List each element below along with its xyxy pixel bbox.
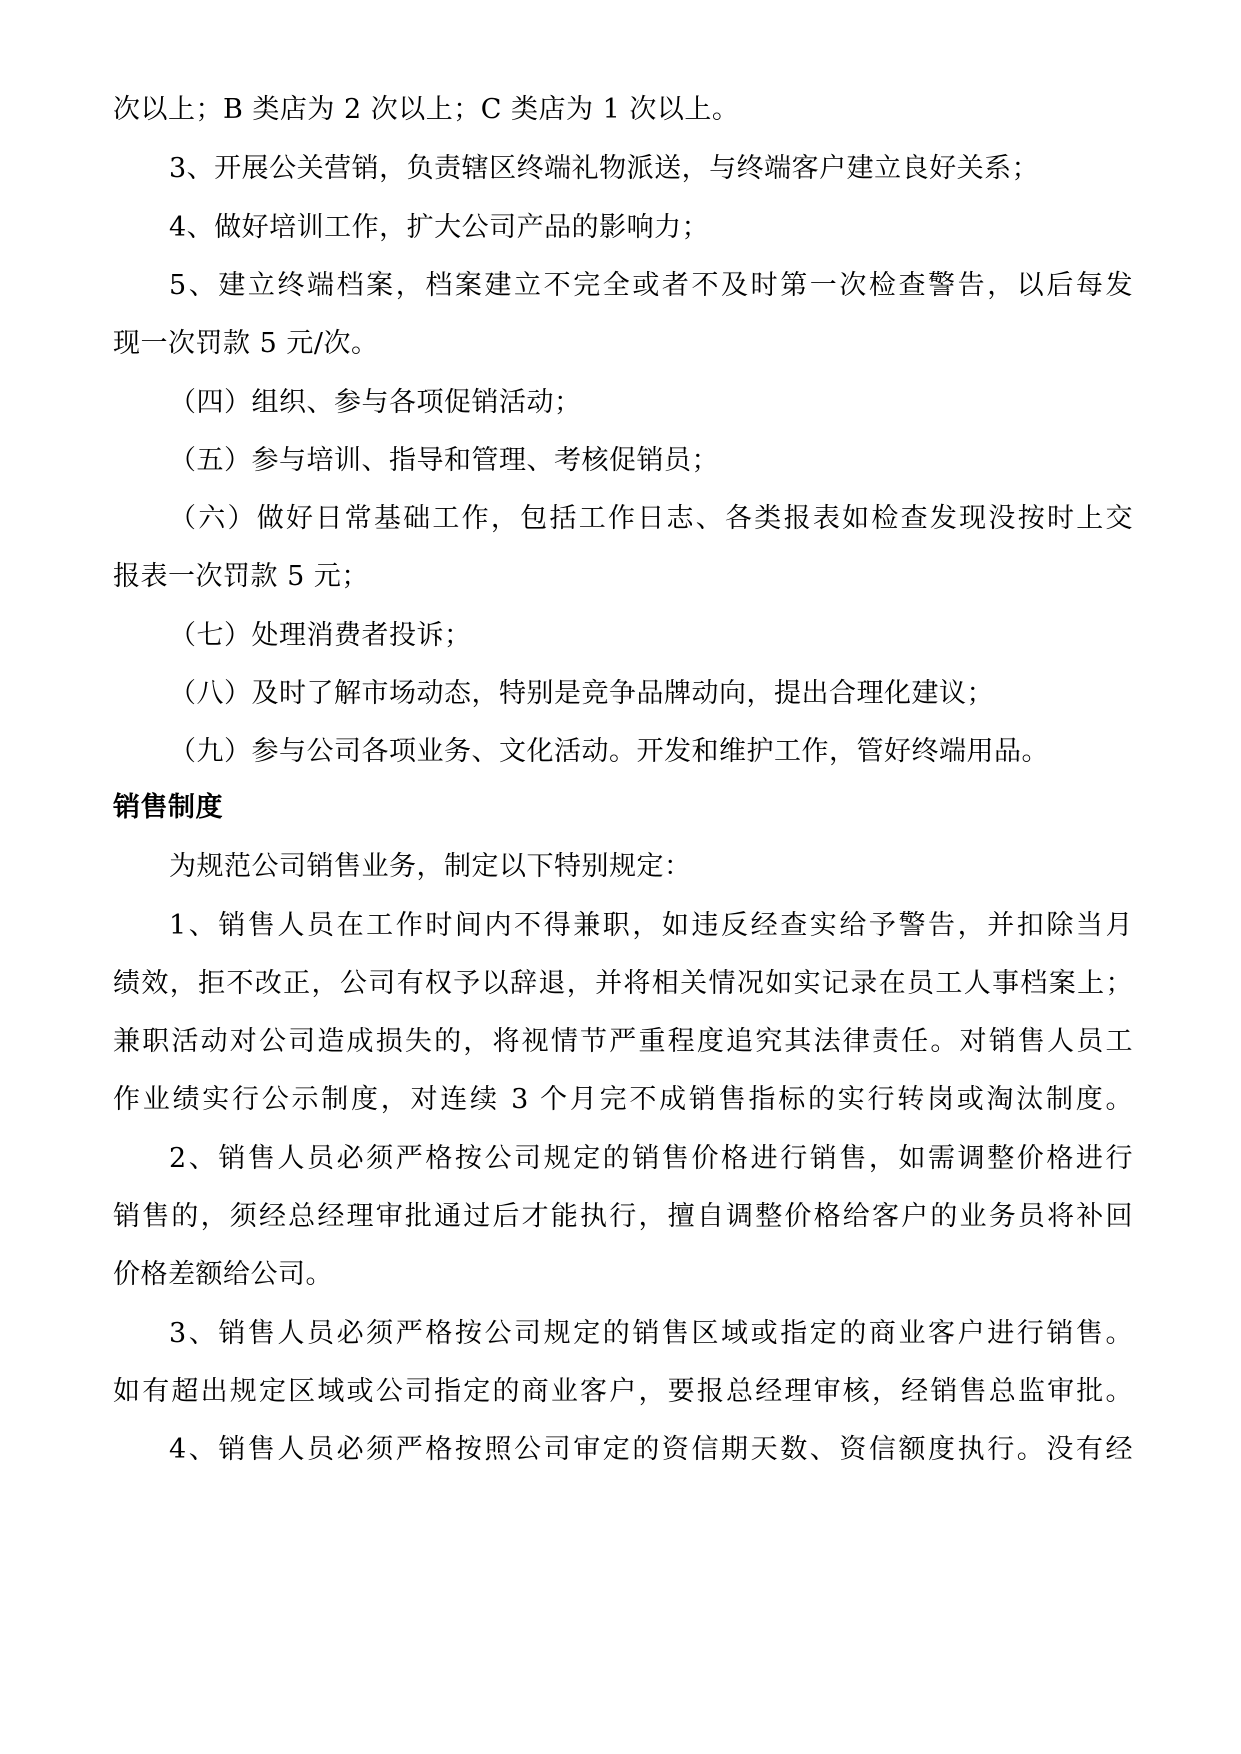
paragraph-line: （七）处理消费者投诉；	[169, 620, 472, 651]
section-heading: 销售制度	[113, 792, 223, 823]
paragraph-line: 兼职活动对公司造成损失的，将视情节严重程度追究其法律责任。对销售人员工	[113, 1026, 1133, 1057]
paragraph-line: 为规范公司销售业务，制定以下特别规定：	[169, 851, 692, 882]
paragraph-line: 2、销售人员必须严格按公司规定的销售价格进行销售，如需调整价格进行	[169, 1143, 1133, 1174]
paragraph-line: 4、销售人员必须严格按照公司审定的资信期天数、资信额度执行。没有经	[169, 1434, 1133, 1465]
paragraph-line: 报表一次罚款 5 元；	[113, 561, 369, 592]
paragraph-line: 4、做好培训工作，扩大公司产品的影响力；	[169, 212, 710, 243]
paragraph-line: （六）做好日常基础工作，包括工作日志、各类报表如检查发现没按时上交	[169, 503, 1133, 534]
paragraph-line: 3、开展公关营销，负责辖区终端礼物派送，与终端客户建立良好关系；	[169, 153, 1040, 184]
paragraph-line: 绩效，拒不改正，公司有权予以辞退，并将相关情况如实记录在员工人事档案上；	[113, 968, 1133, 999]
paragraph-line: （五）参与培训、指导和管理、考核促销员；	[169, 445, 719, 476]
paragraph-line: 3、销售人员必须严格按公司规定的销售区域或指定的商业客户进行销售。	[169, 1318, 1133, 1349]
paragraph-line: 现一次罚款 5 元/次。	[113, 328, 379, 359]
paragraph-line: 销售的，须经总经理审批通过后才能执行，擅自调整价格给客户的业务员将补回	[113, 1201, 1133, 1232]
paragraph-line: 价格差额给公司。	[113, 1259, 333, 1290]
paragraph-line: （九）参与公司各项业务、文化活动。开发和维护工作，管好终端用品。	[169, 736, 1049, 767]
paragraph-line: 1、销售人员在工作时间内不得兼职，如违反经查实给予警告，并扣除当月	[169, 910, 1133, 941]
paragraph-line: 5、建立终端档案，档案建立不完全或者不及时第一次检查警告，以后每发	[169, 270, 1133, 301]
paragraph-line: 次以上；B 类店为 2 次以上；C 类店为 1 次以上。	[113, 94, 740, 125]
paragraph-line: 如有超出规定区域或公司指定的商业客户，要报总经理审核，经销售总监审批。	[113, 1376, 1133, 1407]
paragraph-line: （四）组织、参与各项促销活动；	[169, 387, 582, 418]
paragraph-line: （八）及时了解市场动态，特别是竞争品牌动向，提出合理化建议；	[169, 678, 994, 709]
paragraph-line: 作业绩实行公示制度，对连续 3 个月完不成销售指标的实行转岗或淘汰制度。	[113, 1084, 1133, 1115]
